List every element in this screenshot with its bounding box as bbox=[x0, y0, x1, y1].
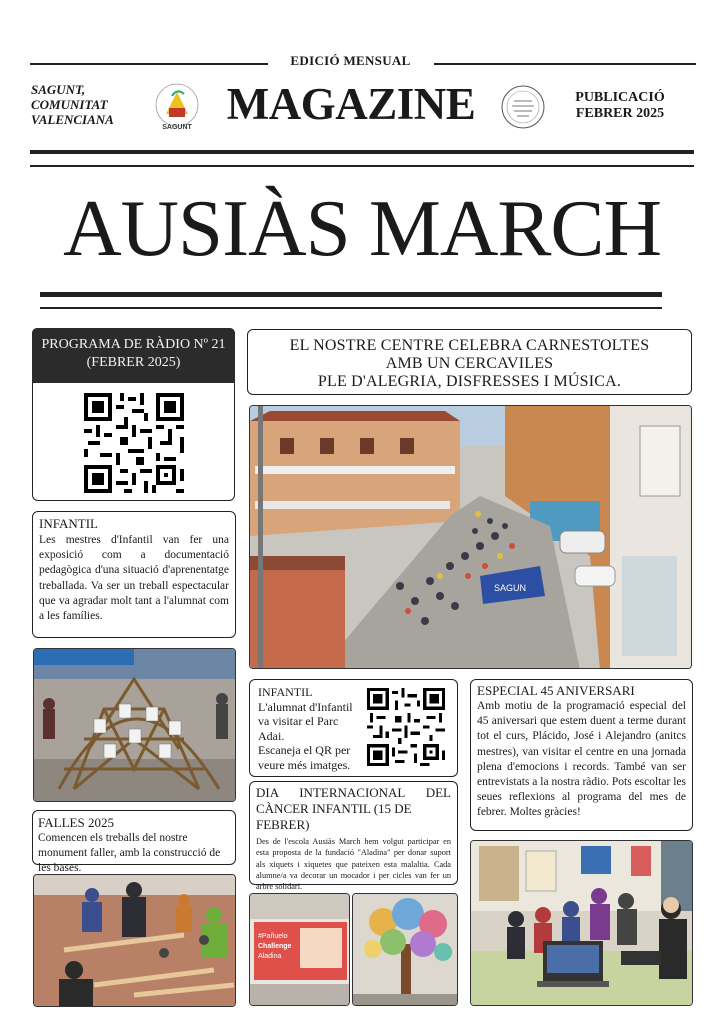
radio-header bbox=[32, 328, 235, 383]
falles-construction-photo bbox=[33, 874, 236, 1007]
carnival-line3: PLE D'ALEGRIA, DISFRESSES I MÚSICA. bbox=[317, 373, 622, 390]
cancer-heading-line2: CÀNCER INFANTIL (15 DE FEBRER) bbox=[256, 801, 412, 832]
svg-text:Challenge: Challenge bbox=[258, 943, 292, 950]
carnival-parade-photo bbox=[249, 405, 692, 669]
edition-label: EDICIÓ MENSUAL bbox=[290, 53, 411, 68]
infantil-park-box bbox=[249, 679, 458, 777]
anniversary-box bbox=[470, 679, 693, 831]
anniversary-radio-photo bbox=[470, 840, 693, 1006]
anniversary-body: Amb motiu de la programació especial del 45 aniversari que estem duent a terme durant tot el curs, Plácido, José i Alejandro (anitcs mestres), van visitar el centre en una jornada plena d'emocions i records. També van ser entrevistats a la nostra ràdio. Pots escoltar les seues reflexions al programa del mes de febrer. Moltes gràcies! bbox=[477, 700, 686, 819]
publication-date: PUBLICACIÓ FEBRER 2025 bbox=[575, 90, 665, 121]
cancer-day-box bbox=[249, 781, 458, 892]
location-text: SAGUNT, COMUNITAT VALENCIANA bbox=[31, 82, 114, 127]
svg-text:#Pañuelo: #Pañuelo bbox=[258, 933, 288, 940]
cancer-heading-line1: DIA INTERNACIONAL DEL bbox=[256, 785, 451, 800]
infantil-park-heading: INFANTIL bbox=[258, 685, 313, 699]
cancer-poster-photo bbox=[249, 893, 350, 1006]
carnival-line2: AMB UN CERCAVILES bbox=[385, 355, 554, 372]
carnival-line1: EL NOSTRE CENTRE CELEBRA CARNESTOLTES bbox=[289, 337, 650, 354]
falles-heading: FALLES 2025 bbox=[38, 815, 114, 830]
svg-text:SAGUNT: SAGUNT bbox=[162, 124, 192, 131]
radio-title-line2: (FEBRER 2025) bbox=[86, 355, 181, 370]
school-logo bbox=[154, 82, 200, 132]
radio-qr-code[interactable] bbox=[84, 393, 184, 493]
magazine-title: MAGAZINE bbox=[226, 79, 476, 129]
masthead-rule-bottom2 bbox=[40, 307, 662, 309]
park-qr-code[interactable] bbox=[367, 688, 445, 766]
masthead-rule-bottom1 bbox=[40, 292, 662, 297]
infantil-exhibition-heading: INFANTIL bbox=[39, 516, 98, 531]
infantil-dome-photo bbox=[33, 648, 236, 802]
svg-text:SAGUN: SAGUN bbox=[493, 583, 527, 593]
infantil-exhibition-box bbox=[32, 511, 236, 638]
cancer-body: Des de l'escola Ausiàs March hem volgut participar en esta proposta de la fundació "Aladina" per donar suport als xiquets i xiquetes que pateixen esta malaltia. Cada alumne/a va decorar un mocador i per cicles van fer un arbre solidari. bbox=[256, 837, 451, 892]
masthead-rule-top1 bbox=[30, 150, 694, 154]
header-rule-left bbox=[30, 63, 268, 65]
header-rule-right bbox=[434, 63, 696, 65]
masthead-title: AUSIÀS MARCH bbox=[63, 183, 661, 273]
masthead-rule-top2 bbox=[30, 165, 694, 167]
solidarity-tree-photo bbox=[352, 893, 458, 1006]
anniversary-logo bbox=[500, 84, 546, 130]
infantil-park-text: INFANTIL L'alumnat d'Infantil va visitar el Parc Adai. Escaneja el QR per veure més imatges. bbox=[258, 685, 370, 773]
falles-box bbox=[32, 810, 236, 874]
anniversary-heading: ESPECIAL 45 ANIVERSARI bbox=[477, 683, 635, 698]
infantil-exhibition-body: Les mestres d'Infantil van fer una exposició com a documentació pedagògica d'una situació d'aprenentatge treballada. Va ser un treball espectacular que va agradar molt tant a l'alumnat com a les famílies. bbox=[39, 534, 229, 623]
radio-title-line1: PROGRAMA DE RÀDIO Nº 21 bbox=[41, 337, 226, 352]
svg-text:Aladina: Aladina bbox=[258, 953, 282, 960]
falles-body: Comencen els treballs del nostre monument faller, amb la construcció de les bases. bbox=[38, 832, 221, 874]
carnival-headline-box bbox=[247, 329, 692, 395]
radio-box bbox=[32, 328, 235, 501]
